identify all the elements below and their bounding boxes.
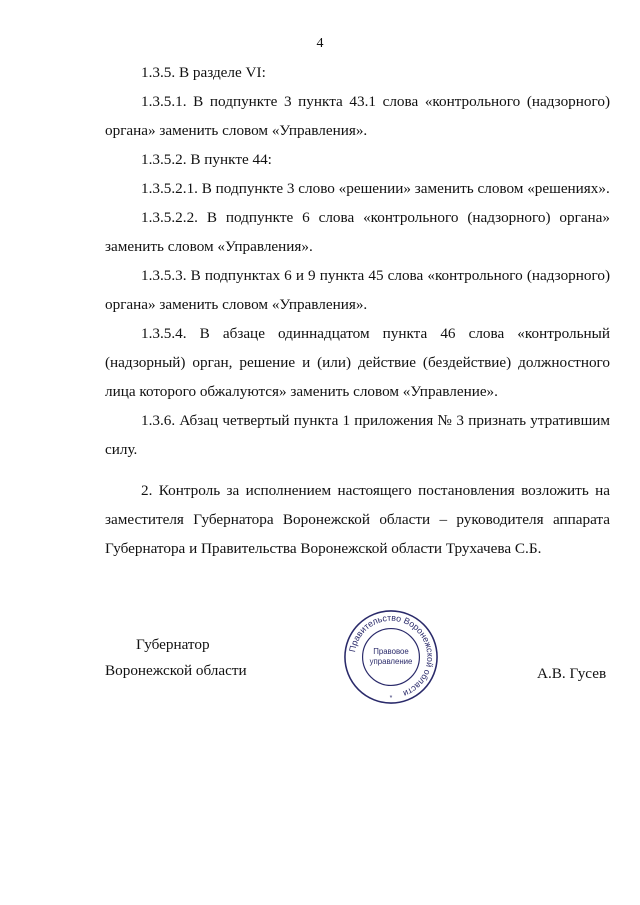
paragraph-1-3-5-3: 1.3.5.3. В подпунктах 6 и 9 пункта 45 слова «контрольного (надзорного) органа» заменить словом «Управления». [105,267,610,313]
paragraph-1-3-5-2-1: 1.3.5.2.1. В подпункте 3 слово «решении» заменить словом «решениях». [141,180,610,197]
document-body [105,58,610,563]
signatory-title-line2: Воронежской области [105,662,247,679]
paragraph-1-3-5-2: 1.3.5.2. В пункте 44: [141,151,272,168]
paragraph-1-3-6: 1.3.6. Абзац четвертый пункта 1 приложения № 3 признать утратившим силу. [105,412,610,458]
paragraph-2: 2. Контроль за исполнением настоящего постановления возложить на заместителя Губернатора Воронежской области – руководителя аппарата Губернатора и Правительства Воронежской области Трухачева С.Б. [105,482,610,557]
stamp-center-line1: Правовое [373,647,409,657]
paragraph-1-3-5: 1.3.5. В разделе VI: [141,64,266,81]
paragraph-1-3-5-1: 1.3.5.1. В подпункте 3 пункта 43.1 слова «контрольного (надзорного) органа» заменить словом «Управления». [105,93,610,139]
paragraph-1-3-5-2-2: 1.3.5.2.2. В подпункте 6 слова «контрольного (надзорного) органа» заменить словом «Управления». [105,209,610,255]
stamp-star: * [389,695,393,703]
paragraph-1-3-5-4: 1.3.5.4. В абзаце одиннадцатом пункта 46 слова «контрольный (надзорный) орган, решение и (или) действие (бездействие) должностного лица которого обжалуются» заменить словом «Управление». [105,325,610,400]
stamp-ring-text: Правительство Воронежской области [347,612,436,699]
page-number: 4 [316,36,324,51]
stamp-center-line2: управление [369,656,413,666]
official-stamp [342,608,440,706]
signatory-title-line1: Губернатор [136,636,210,653]
signatory-name: А.В. Гусев [537,665,607,682]
